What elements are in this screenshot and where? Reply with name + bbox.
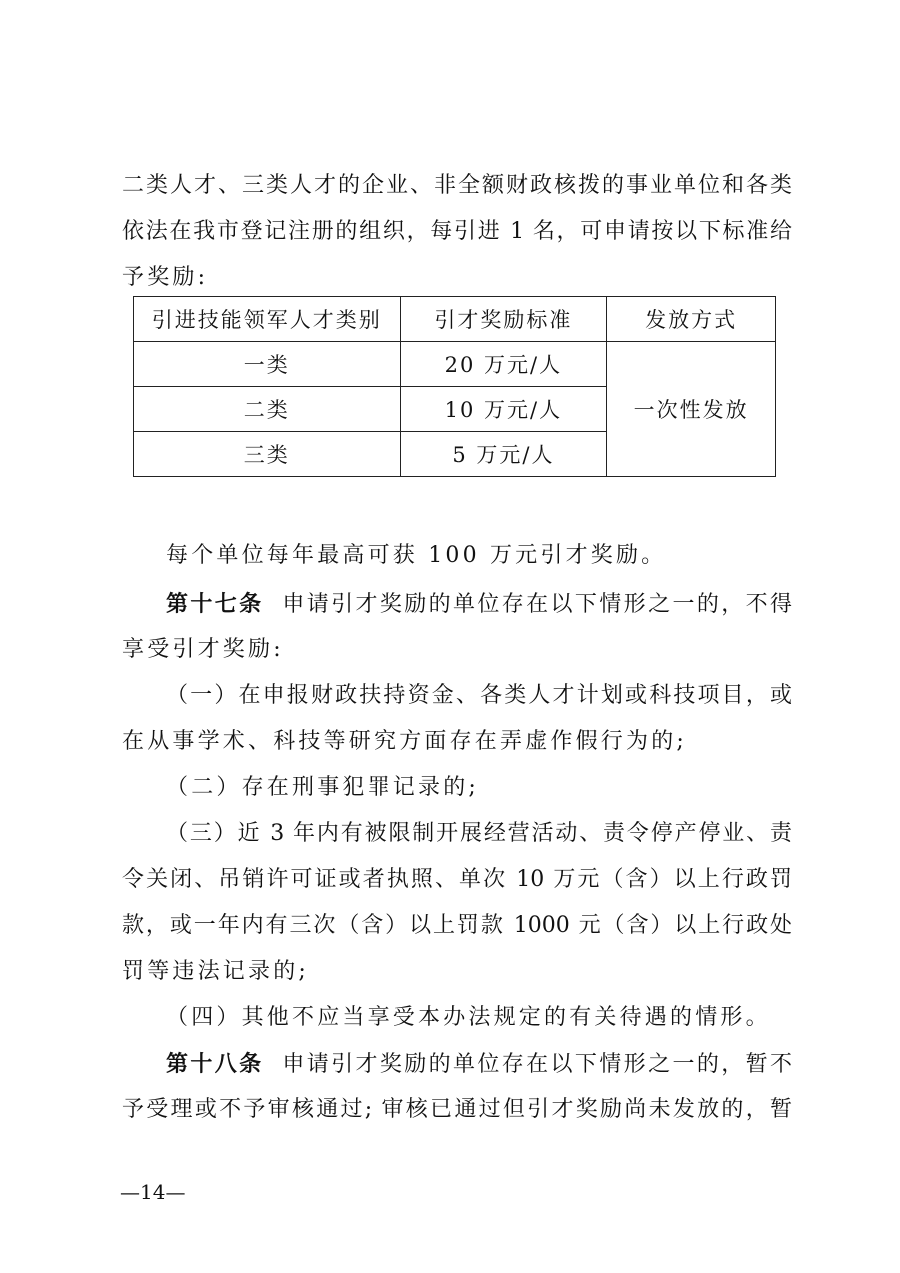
article-17-text: 申请引才奖励的单位存在以下情形之一的，不得 [282,592,792,617]
method-cell: 一次性发放 [607,342,776,477]
row-category: 一类 [134,342,401,387]
row-category: 二类 [134,387,401,432]
award-cap-paragraph: 每个单位每年最高可获 100 万元引才奖励。 [166,543,667,568]
item-2: （二）存在刑事犯罪记录的; [166,775,480,800]
article-18-line-1 [166,1049,792,1080]
article-17-line-1 [166,589,792,620]
item-1-line-2: 在从事学术、科技等研究方面存在弄虚作假行为的; [122,729,688,754]
item-4: （四）其他不应当享受本办法规定的有关待遇的情形。 [166,1005,771,1030]
item-3-line-2: 令关闭、吊销许可证或者执照、单次 10 万元（含）以上行政罚 [122,867,792,892]
article-17-line-2: 享受引才奖励: [122,637,284,662]
article-18-title: 第十八条 [166,1051,264,1077]
item-1-line-1: （一）在申报财政扶持资金、各类人才计划或科技项目，或 [166,683,792,708]
intro-line-1: 二类人才、三类人才的企业、非全额财政核拨的事业单位和各类 [122,173,792,198]
header-category: 引进技能领军人才类别 [134,297,401,342]
table-row [134,342,776,387]
intro-line-2: 依法在我市登记注册的组织，每引进 1 名，可申请按以下标准给 [122,219,792,244]
row-category: 三类 [134,432,401,477]
article-17-title: 第十七条 [166,591,264,617]
item-3-line-3: 款，或一年内有三次（含）以上罚款 1000 元（含）以上行政处 [122,913,792,938]
article-18-line-2: 予受理或不予审核通过; 审核已通过但引才奖励尚未发放的，暂 [122,1097,792,1122]
page-number: —14— [120,1180,186,1204]
table-header-row [134,297,776,342]
row-standard: 20 万元/人 [400,342,607,387]
item-3-line-1: （三）近 3 年内有被限制开展经营活动、责令停产停业、责 [166,821,792,846]
intro-line-3: 予奖励: [122,265,209,290]
article-18-text: 申请引才奖励的单位存在以下情形之一的，暂不 [282,1052,792,1077]
row-standard: 5 万元/人 [400,432,607,477]
award-table [133,296,776,477]
header-standard: 引才奖励标准 [400,297,607,342]
item-3-line-4: 罚等违法记录的; [122,959,310,984]
row-standard: 10 万元/人 [400,387,607,432]
header-method: 发放方式 [607,297,776,342]
